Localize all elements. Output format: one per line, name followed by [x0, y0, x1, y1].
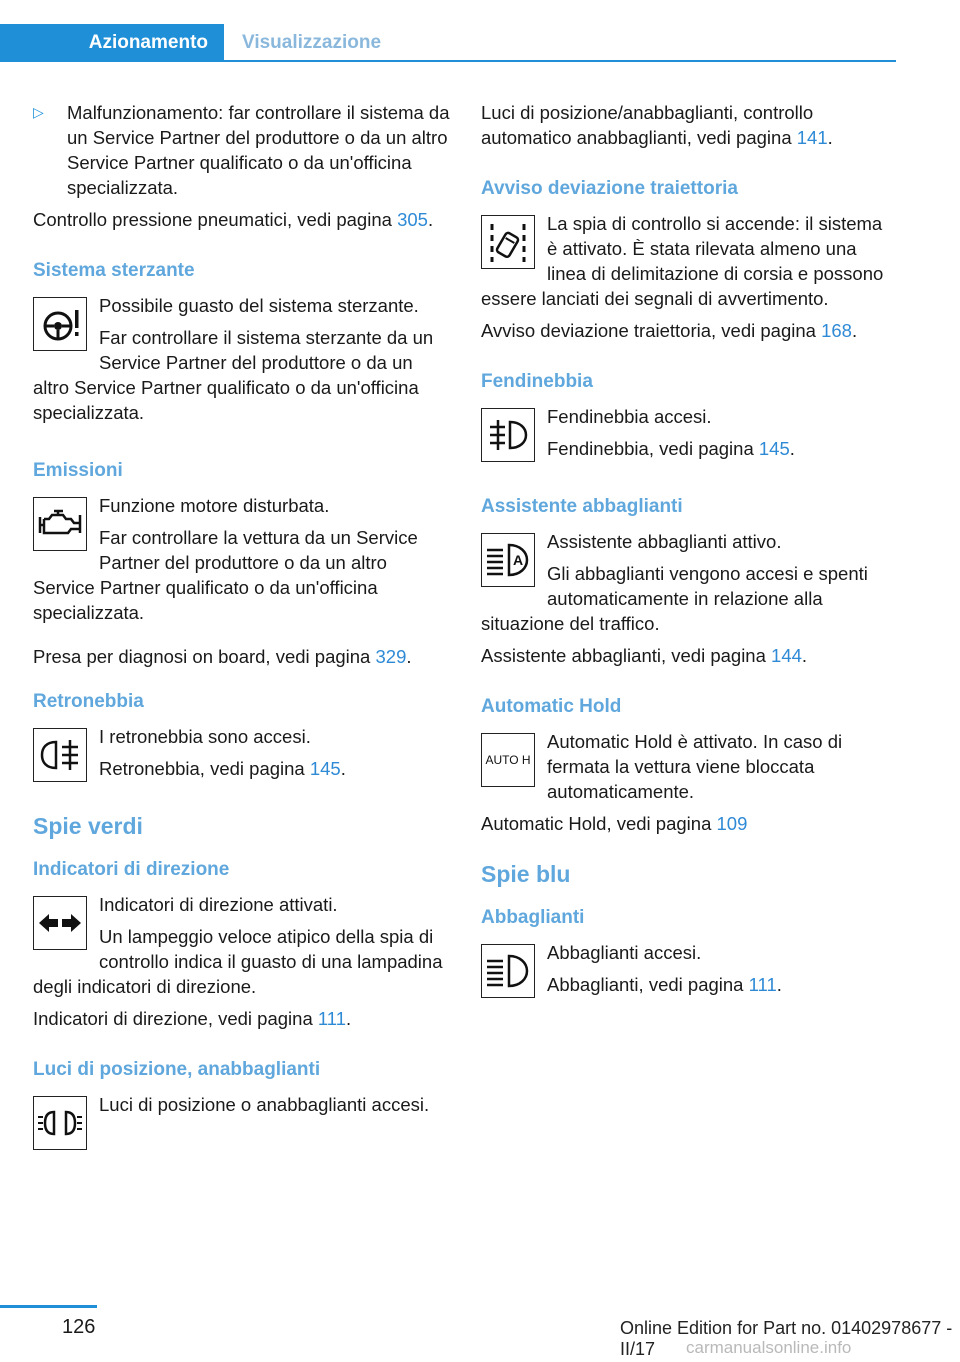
fog-heading: Fendinebbia: [481, 371, 593, 392]
bullet-item: [33, 100, 451, 200]
fog-ref-link[interactable]: 145: [758, 438, 790, 459]
hold-ref-text: Automatic Hold, vedi pagina: [481, 813, 717, 834]
position-lights-icon: [33, 1096, 87, 1150]
emissions-heading: Emissioni: [33, 460, 123, 481]
tab-visualizzazione[interactable]: Visualizzazione: [242, 32, 382, 53]
high-beam-p1: Abbaglianti accesi.: [547, 942, 702, 963]
blue-lights-heading: Spie blu: [481, 861, 571, 887]
hba-ref-text: Assistente abbaglianti, vedi pagina: [481, 645, 772, 666]
high-beam-heading: Abbaglianti: [481, 907, 585, 928]
rear-fog-icon: [33, 728, 87, 782]
hba-ref: Assistente abbaglianti, vedi pagina 144.: [481, 645, 808, 666]
rearfog-heading: Retronebbia: [33, 691, 144, 712]
lane-ref-link[interactable]: 168: [821, 320, 852, 341]
hold-ref: [481, 811, 896, 836]
tyre-ref-link[interactable]: 305: [397, 209, 428, 230]
page-number: 126: [62, 1316, 96, 1338]
turn-heading: Indicatori di direzione: [33, 859, 230, 880]
tab-azionamento[interactable]: Azionamento: [0, 24, 224, 62]
header-tabs: [0, 24, 896, 62]
high-beam-assist-icon: [481, 533, 535, 587]
engine-icon: [33, 497, 87, 551]
diag-ref-text: Presa per diagnosi on board, vedi pagina: [33, 646, 376, 667]
hba-ref-link[interactable]: 144: [771, 645, 802, 666]
lane-section: [481, 211, 896, 318]
position-section: [33, 1092, 451, 1154]
rearfog-section: [33, 724, 451, 788]
diag-ref: Presa per diagnosi on board, vedi pagina 329.: [33, 646, 412, 667]
position-ref-text: Luci di posizione/anabbaglianti, controllo automatico anabbaglianti, vedi pagina: [481, 102, 814, 148]
header-rule: [224, 60, 896, 62]
hold-p1: Automatic Hold è attivato. In caso di fermata la vettura viene bloccata automaticamente.: [547, 731, 843, 802]
fog-ref: Fendinebbia, vedi pagina 145.: [547, 438, 795, 459]
diag-ref-link[interactable]: 329: [375, 646, 407, 667]
lane-ref: Avviso deviazione traiettoria, vedi pagina 168.: [481, 320, 858, 341]
steering-p2: Far controllare il sistema sterzante da un Service Partner del produttore o da un altro Service Partner qualificato o da un'officina specializzata.: [33, 327, 434, 423]
hba-p2: Gli abbaglianti vengono accesi e spenti automaticamente in relazione alla situazione del traffico.: [481, 563, 868, 634]
fog-section: [481, 404, 896, 468]
turn-p1: Indicatori di direzione attivati.: [99, 894, 338, 915]
lane-ref-text: Avviso deviazione traiettoria, vedi pagina: [481, 320, 822, 341]
hba-heading: Assistente abbaglianti: [481, 496, 683, 517]
steering-p1: Possibile guasto del sistema sterzante.: [99, 295, 419, 316]
steering-heading: Sistema sterzante: [33, 260, 195, 281]
turn-signal-icon: [33, 896, 87, 950]
position-ref-link[interactable]: 141: [796, 127, 828, 148]
rearfog-ref-text: Retronebbia, vedi pagina: [99, 758, 310, 779]
auto-hold-icon: [481, 733, 535, 787]
edition-text: Online Edition for Part no. 01402978677 - II/17: [620, 1318, 953, 1359]
watermark-text: carmanualsonline.info: [686, 1338, 852, 1357]
rearfog-ref-link[interactable]: 145: [309, 758, 341, 779]
emissions-p2: Far controllare la vettura da un Service Partner del produttore o da un altro Service Partner qualificato o da un'officina specializzata.: [33, 527, 418, 623]
position-p1: Luci di posizione o anabbaglianti accesi.: [99, 1094, 430, 1115]
emissions-section: [33, 493, 451, 632]
turn-p2: Un lampeggio veloce atipico della spia di controllo indica il guasto di una lampadina degli indicatori di direzione.: [33, 926, 443, 997]
high-beam-ref-text: Abbaglianti, vedi pagina: [547, 974, 749, 995]
lane-heading: Avviso deviazione traiettoria: [481, 178, 738, 199]
right-column: [481, 100, 896, 1004]
hold-ref-link[interactable]: 109: [716, 813, 748, 834]
position-ref: Luci di posizione/anabbaglianti, controllo automatico anabbaglianti, vedi pagina 141.: [481, 102, 833, 148]
hold-section: [481, 729, 896, 811]
footer-rule: [0, 1305, 97, 1308]
steering-warning-icon: [33, 297, 87, 351]
steering-section: [33, 293, 451, 432]
hold-heading: Automatic Hold: [481, 696, 622, 717]
bullet-text: Malfunzionamento: far controllare il sistema da un Service Partner del produttore o da un altro Service Partner qualificato o da un'officina specializzata.: [67, 102, 450, 198]
front-fog-icon: [481, 408, 535, 462]
high-beam-ref: Abbaglianti, vedi pagina 111.: [547, 974, 782, 995]
fog-ref-text: Fendinebbia, vedi pagina: [547, 438, 759, 459]
green-lights-heading: Spie verdi: [33, 813, 143, 839]
rearfog-p1: I retronebbia sono accesi.: [99, 726, 311, 747]
hba-section: [481, 529, 896, 643]
turn-ref: Indicatori di direzione, vedi pagina 111.: [33, 1008, 352, 1029]
turn-ref-link[interactable]: 111: [317, 1008, 346, 1029]
rearfog-ref: Retronebbia, vedi pagina 145.: [99, 758, 346, 779]
lane-departure-icon: [481, 215, 535, 269]
auto-hold-icon-text: AUTO H: [485, 752, 531, 767]
triangle-bullet-icon: ▷: [33, 104, 44, 120]
hba-p1: Assistente abbaglianti attivo.: [547, 531, 782, 552]
tyre-ref: Controllo pressione pneumatici, vedi pagina 305.: [33, 209, 434, 230]
lane-p1: La spia di controllo si accende: il sistema è attivato. È stata rilevata almeno una linea di delimitazione di corsia e possono essere lanciati dei segnali di avvertimento.: [481, 213, 884, 309]
fog-p1: Fendinebbia accesi.: [547, 406, 712, 427]
high-beam-ref-link[interactable]: 111: [748, 974, 777, 995]
tyre-ref-text: Controllo pressione pneumatici, vedi pagina: [33, 209, 398, 230]
svg-text:A: A: [513, 552, 524, 568]
high-beam-section: [481, 940, 896, 1004]
high-beam-icon: [481, 944, 535, 998]
left-column: [33, 100, 451, 1154]
turn-ref-text: Indicatori di direzione, vedi pagina: [33, 1008, 318, 1029]
position-heading: Luci di posizione, anabbaglianti: [33, 1059, 321, 1080]
turn-section: [33, 892, 451, 1006]
emissions-p1: Funzione motore disturbata.: [99, 495, 330, 516]
